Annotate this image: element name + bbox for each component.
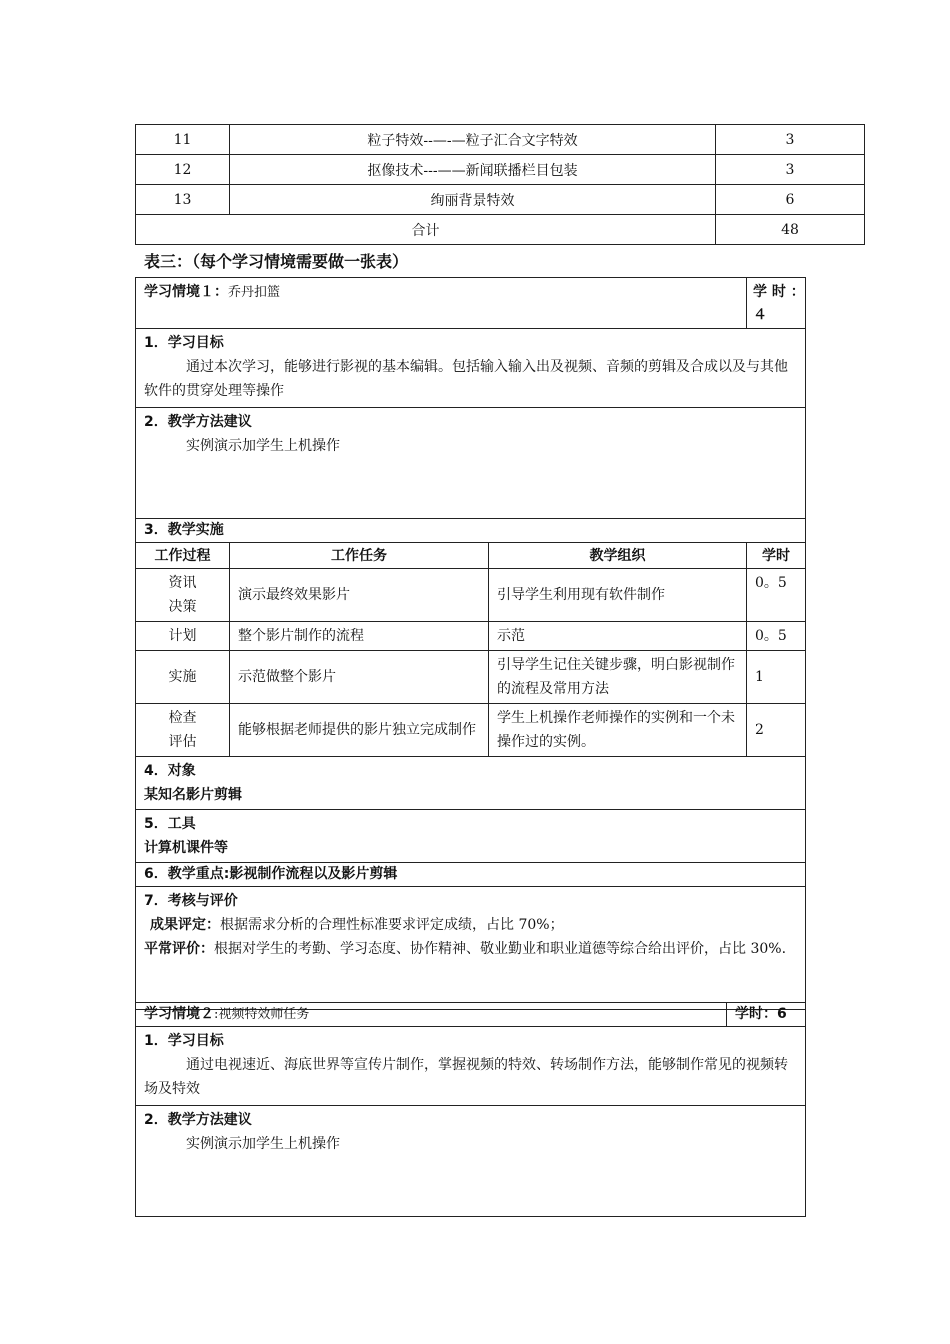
- impl-row: [136, 651, 806, 704]
- row-number: 13: [136, 185, 230, 215]
- row-hours: 3: [716, 155, 865, 185]
- impl-hours: 2: [747, 704, 806, 757]
- situation2-table: [135, 1002, 806, 1217]
- object-row: [136, 757, 806, 810]
- impl-process: 资讯 决策: [136, 569, 230, 622]
- impl-task: 整个影片制作的流程: [230, 622, 489, 651]
- method-title: 2．教学方法建议: [144, 1112, 252, 1128]
- row-number: 12: [136, 155, 230, 185]
- goal-title: 1．学习目标: [144, 335, 224, 351]
- object-text: 某知名影片剪辑: [144, 787, 242, 803]
- result-text: 根据需求分析的合理性标准要求评定成绩，占比 70%；: [220, 917, 564, 933]
- impl-row: [136, 569, 806, 622]
- key-points: 6．教学重点:影视制作流程以及影片剪辑: [144, 866, 398, 882]
- row-hours: 3: [716, 125, 865, 155]
- impl-row: [136, 622, 806, 651]
- table3-heading: 表三：（每个学习情境需要做一张表）: [144, 252, 409, 271]
- impl-org: 示范: [489, 622, 747, 651]
- impl-task: 示范做整个影片: [230, 651, 489, 704]
- situation1-title-row: [136, 278, 806, 329]
- table-row: [136, 125, 865, 155]
- impl-process: 实施: [136, 651, 230, 704]
- header-task: 工作任务: [230, 543, 489, 569]
- course-hours-table: [135, 124, 865, 245]
- row-title: 抠像技术---——新闻联播栏目包装: [230, 155, 716, 185]
- impl-process: 计划: [136, 622, 230, 651]
- situation-name: 乔丹扣篮: [228, 285, 281, 300]
- situation-label: 学习情境２: [144, 1006, 214, 1022]
- impl-header-row: [136, 543, 806, 569]
- method-row: [136, 408, 806, 519]
- situation-name: :视频特效师任务: [214, 1007, 310, 1022]
- header-org: 教学组织: [489, 543, 747, 569]
- header-hours: 学时: [747, 543, 806, 569]
- object-title: 4．对象: [144, 763, 196, 779]
- impl-hours: 0。5: [747, 622, 806, 651]
- row-hours: 6: [716, 185, 865, 215]
- tools-row: [136, 810, 806, 863]
- impl-process: 检查 评估: [136, 704, 230, 757]
- hours-label: 学 时 ：: [753, 284, 805, 300]
- table-row: [136, 185, 865, 215]
- impl-task: 演示最终效果影片: [230, 569, 489, 622]
- method-title: 2．教学方法建议: [144, 414, 252, 430]
- impl-org: 引导学生记住关键步骤，明白影视制作的流程及常用方法: [489, 651, 747, 704]
- goal-title: 1．学习目标: [144, 1033, 224, 1049]
- header-process: 工作过程: [136, 543, 230, 569]
- result-label: 成果评定：: [150, 917, 220, 933]
- row-title: 粒子特效--—-—粒子汇合文字特效: [230, 125, 716, 155]
- hours-label: 学时：6: [735, 1006, 787, 1022]
- method-text: 实例演示加学生上机操作: [186, 438, 340, 454]
- impl-org: 学生上机操作老师操作的实例和一个未操作过的实例。: [489, 704, 747, 757]
- usual-text: 根据对学生的考勤、学习态度、协作精神、敬业勤业和职业道德等综合给出评价，占比 30%.: [214, 941, 787, 957]
- usual-label: 平常评价：: [144, 941, 214, 957]
- tools-title: 5．工具: [144, 816, 196, 832]
- hours-value: ４: [753, 307, 768, 323]
- assess-row: [136, 887, 806, 1010]
- tools-text: 计算机课件等: [144, 840, 228, 856]
- impl-task: 能够根据老师提供的影片独立完成制作: [230, 704, 489, 757]
- row-number: 11: [136, 125, 230, 155]
- impl-row: [136, 704, 806, 757]
- situation1-table: [135, 277, 806, 1010]
- situation2-title-row: [136, 1003, 806, 1027]
- row-title: 绚丽背景特效: [230, 185, 716, 215]
- total-value: 48: [716, 215, 865, 245]
- assess-title: 7．考核与评价: [144, 893, 238, 909]
- total-row: [136, 215, 865, 245]
- total-label: 合计: [136, 215, 716, 245]
- method-text: 实例演示加学生上机操作: [186, 1136, 340, 1152]
- goal-text: 通过电视速近、海底世界等宣传片制作，掌握视频的特效、转场制作方法，能够制作常见的视频转场及特效: [144, 1057, 788, 1097]
- key-points-row: [136, 863, 806, 887]
- impl-org: 引导学生利用现有软件制作: [489, 569, 747, 622]
- situation-label: 学习情境１：: [144, 284, 228, 300]
- impl-hours: 0。5: [747, 569, 806, 622]
- goal-text: 通过本次学习，能够进行影视的基本编辑。包括输入输入出及视频、音频的剪辑及合成以及与其他软件的贯穿处理等操作: [144, 359, 788, 399]
- goal-row: [136, 329, 806, 408]
- method-row: [136, 1106, 806, 1217]
- impl-hours: 1: [747, 651, 806, 704]
- goal-row: [136, 1027, 806, 1106]
- table-row: [136, 155, 865, 185]
- impl-title: 3．教学实施: [144, 522, 224, 538]
- impl-title-row: [136, 519, 806, 543]
